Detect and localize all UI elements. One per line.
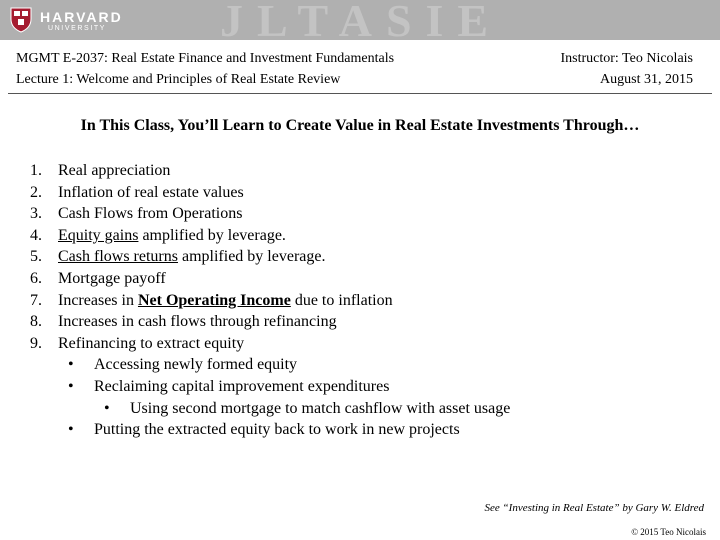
item-text-pre: Increases in [58,291,138,309]
emphasis-underlined: Net Operating Income [137,291,291,309]
item-text: Mortgage payoff [58,269,166,287]
bullet-icon: • [68,421,74,439]
item-number: 8. [30,313,42,331]
logo-sub-text: UNIVERSITY [48,25,107,32]
item-number: 3. [30,205,42,223]
bullet-icon: • [68,356,74,374]
harvard-shield-icon [10,7,32,33]
item-text: Refinancing to extract equity [58,334,245,352]
item-number: 4. [30,226,42,244]
sub-item-text: Accessing newly formed equity [94,356,298,374]
course-title: MGMT E-2037: Real Estate Finance and Investment Fundamentals [16,51,395,66]
item-text [58,290,393,312]
item-text-rest: amplified by leverage. [177,248,326,266]
header-left [16,48,394,90]
bullet-icon: • [104,399,110,417]
harvard-logo [40,10,123,34]
lecture-title: Lecture 1: Welcome and Principles of Real Estate Review [16,72,341,87]
item-text: Inflation of real estate values [58,183,244,201]
item-text [58,225,286,247]
citation: See “Investing in Real Estate” by Gary W. Eldred [484,502,704,514]
item-text: Increases in cash flows through refinancing [58,313,337,331]
header-banner [0,0,720,40]
sub-item-text: Putting the extracted equity back to work in new projects [94,421,460,439]
item-text [58,246,325,268]
item-text-rest: due to inflation [290,291,393,309]
item-text: Real appreciation [58,162,171,179]
emphasis-underlined: Equity gains [58,226,139,244]
item-text: Cash Flows from Operations [58,205,243,223]
emphasis-underlined: Cash flows returns [58,248,178,266]
bullet-icon: • [68,377,74,395]
item-number: 1. [30,162,42,179]
sub-item-text: Reclaiming capital improvement expenditures [94,377,390,395]
item-number: 5. [30,248,42,266]
item-number: 7. [30,291,42,309]
header-divider [8,93,712,94]
instructor-name: Instructor: Teo Nicolais [560,51,693,66]
header-right [560,48,693,90]
item-number: 6. [30,269,42,287]
item-number: 2. [30,183,42,201]
item-text-rest: amplified by leverage. [138,226,286,244]
banner-watermark: JLTASIE [220,0,503,40]
sub-sub-item-text: Using second mortgage to match cashflow with asset usage [130,399,511,417]
lecture-date: August 31, 2015 [600,72,693,87]
slide-title: In This Class, You’ll Learn to Create Value in Real Estate Investments Through… [80,117,640,134]
item-number: 9. [30,334,42,352]
copyright: © 2015 Teo Nicolais [631,527,706,537]
logo-main-text: HARVARD [40,9,123,25]
